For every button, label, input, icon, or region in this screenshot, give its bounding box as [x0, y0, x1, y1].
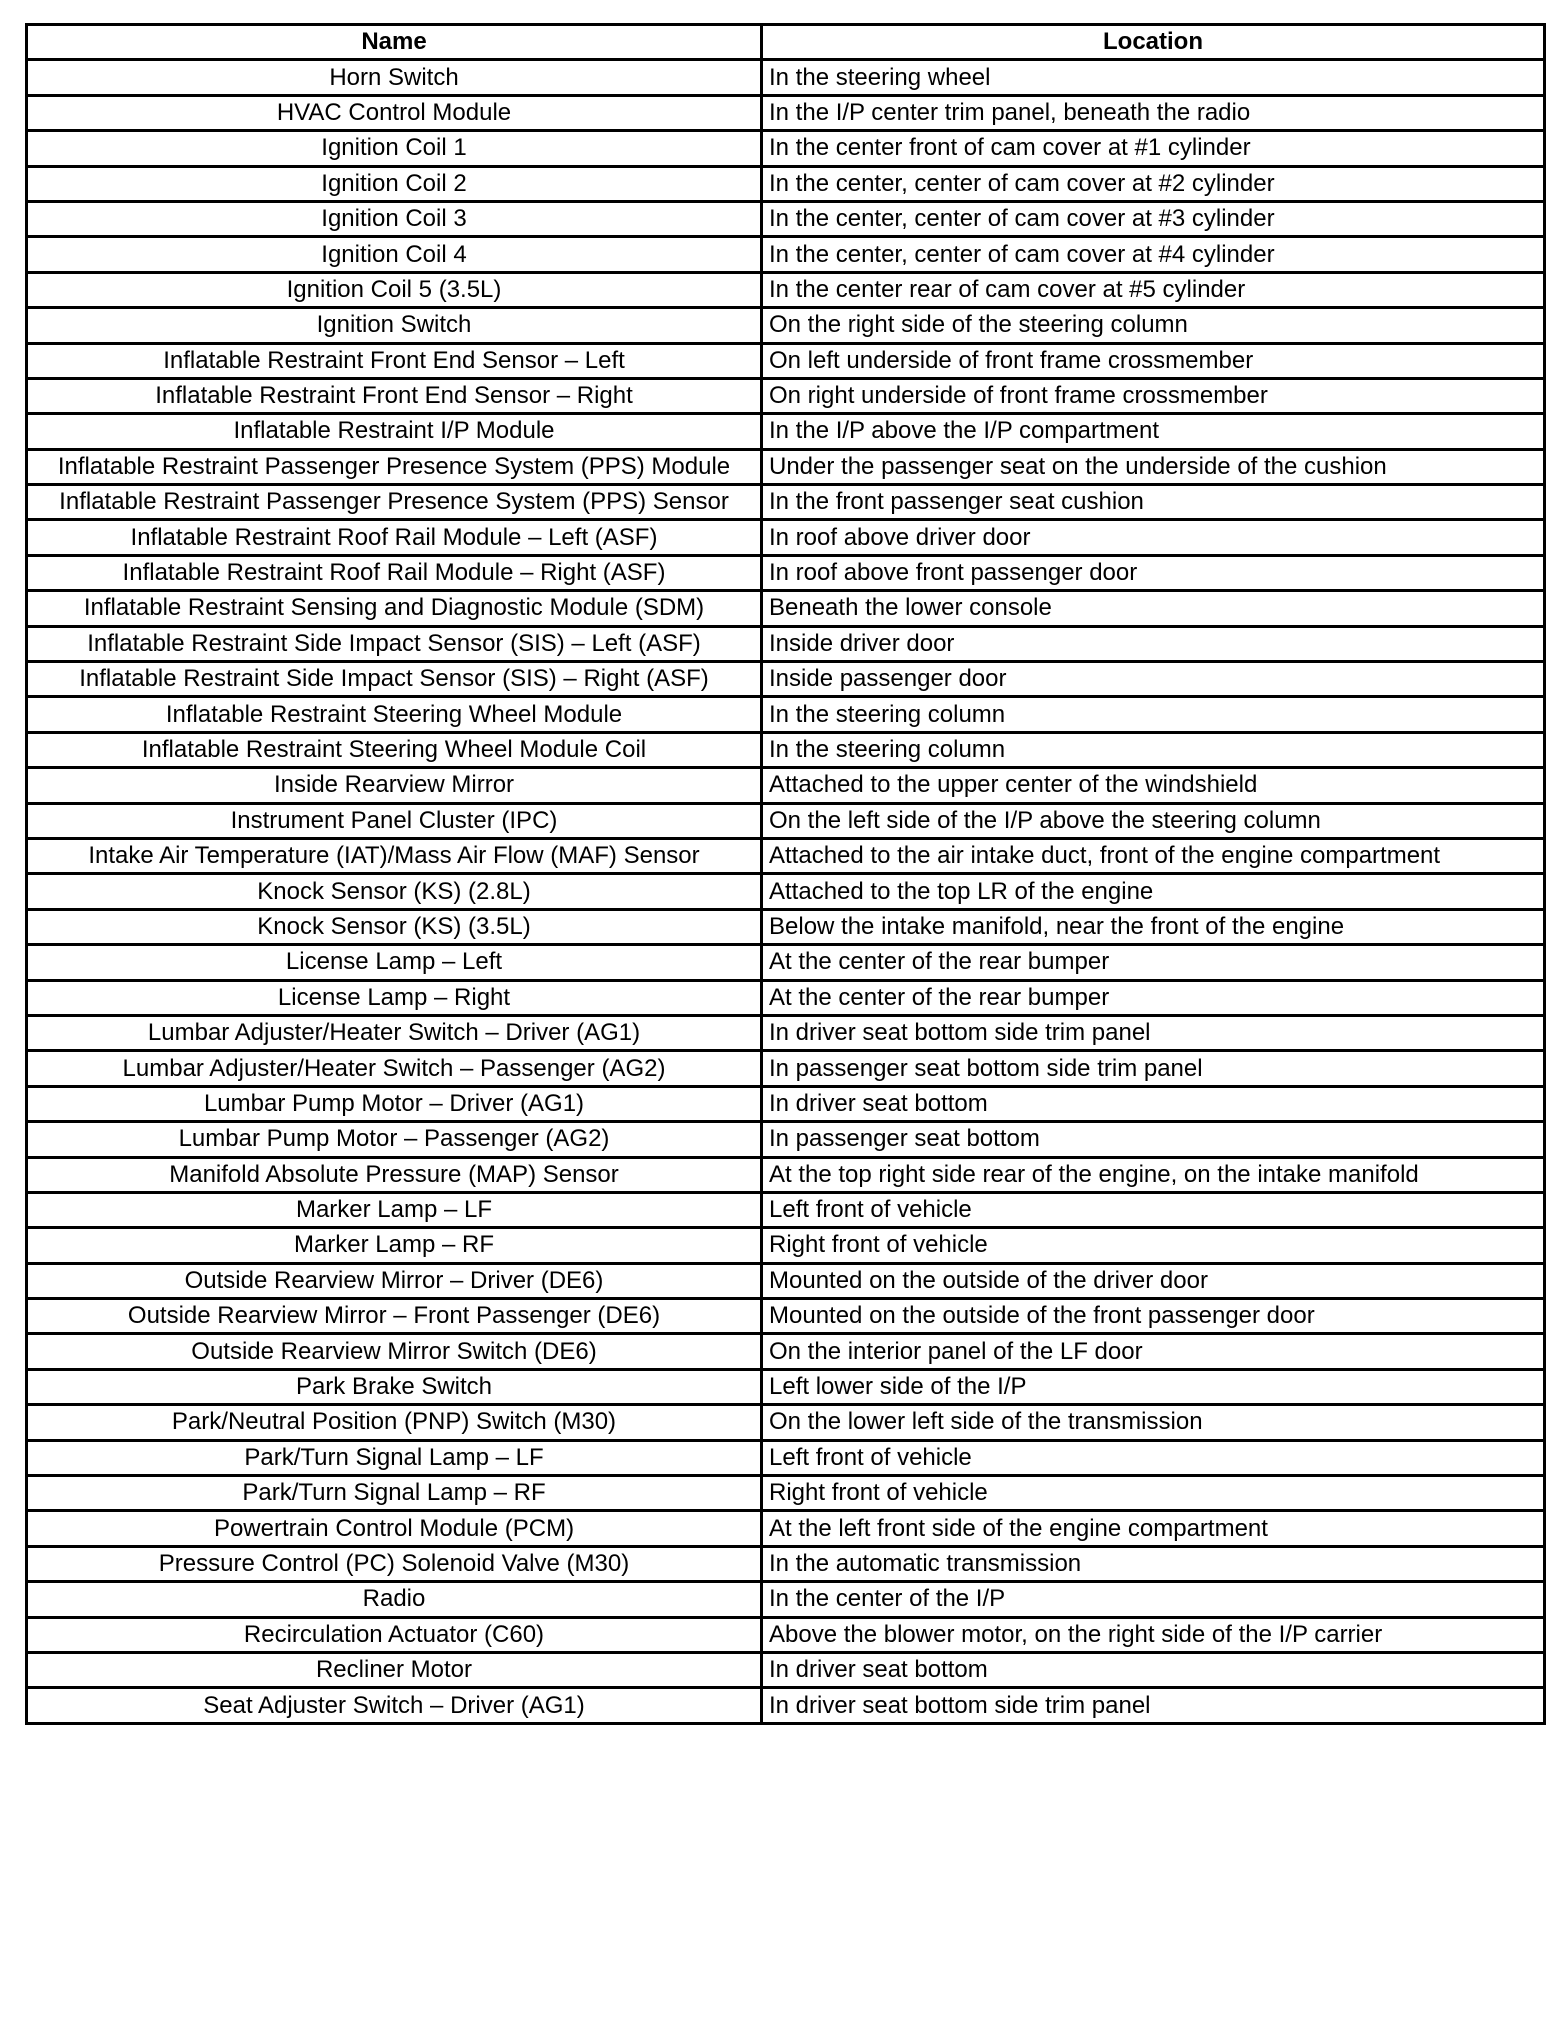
component-location-cell: In roof above front passenger door — [762, 555, 1545, 590]
table-row — [27, 591, 1545, 626]
table-row — [27, 1476, 1545, 1511]
table-row — [27, 378, 1545, 413]
component-name-cell: Intake Air Temperature (IAT)/Mass Air Flow (MAF) Sensor — [27, 838, 762, 873]
component-name-cell: Lumbar Pump Motor – Driver (AG1) — [27, 1086, 762, 1121]
component-name-cell: Marker Lamp – LF — [27, 1192, 762, 1227]
component-location-cell: In the center, center of cam cover at #2 cylinder — [762, 166, 1545, 201]
component-location-cell: In the center, center of cam cover at #4 cylinder — [762, 237, 1545, 272]
component-location-cell: Mounted on the outside of the front passenger door — [762, 1299, 1545, 1334]
component-location-cell: In the steering wheel — [762, 60, 1545, 95]
component-name-cell: Outside Rearview Mirror Switch (DE6) — [27, 1334, 762, 1369]
component-location-cell: Right front of vehicle — [762, 1228, 1545, 1263]
component-name-cell: Ignition Coil 5 (3.5L) — [27, 272, 762, 307]
component-name-cell: Park/Neutral Position (PNP) Switch (M30) — [27, 1405, 762, 1440]
component-location-cell: In the steering column — [762, 732, 1545, 767]
component-location-cell: Under the passenger seat on the underside of the cushion — [762, 449, 1545, 484]
table-row — [27, 1440, 1545, 1475]
component-location-cell: Above the blower motor, on the right side of the I/P carrier — [762, 1617, 1545, 1652]
table-row — [27, 1511, 1545, 1546]
component-location-cell: On left underside of front frame crossmember — [762, 343, 1545, 378]
component-location-cell: Mounted on the outside of the driver door — [762, 1263, 1545, 1298]
table-row — [27, 803, 1545, 838]
component-name-cell: Powertrain Control Module (PCM) — [27, 1511, 762, 1546]
component-location-cell: In driver seat bottom side trim panel — [762, 1015, 1545, 1050]
table-row — [27, 95, 1545, 130]
table-row — [27, 874, 1545, 909]
table-row — [27, 1015, 1545, 1050]
component-location-cell: In the center, center of cam cover at #3 cylinder — [762, 201, 1545, 236]
table-row — [27, 131, 1545, 166]
table-body — [27, 60, 1545, 1723]
table-row — [27, 1086, 1545, 1121]
table-row — [27, 1369, 1545, 1404]
table-row — [27, 1192, 1545, 1227]
component-name-cell: Inflatable Restraint Side Impact Sensor (SIS) – Right (ASF) — [27, 662, 762, 697]
table-row — [27, 520, 1545, 555]
component-location-table — [25, 23, 1546, 1725]
component-name-cell: Seat Adjuster Switch – Driver (AG1) — [27, 1688, 762, 1723]
component-name-cell: Outside Rearview Mirror – Front Passenger (DE6) — [27, 1299, 762, 1334]
component-location-cell: Inside passenger door — [762, 662, 1545, 697]
table-row — [27, 626, 1545, 661]
table-row — [27, 414, 1545, 449]
table-row — [27, 449, 1545, 484]
table-row — [27, 308, 1545, 343]
component-location-cell: In the automatic transmission — [762, 1546, 1545, 1581]
table-row — [27, 485, 1545, 520]
table-row — [27, 1228, 1545, 1263]
component-location-cell: Attached to the upper center of the windshield — [762, 768, 1545, 803]
table-row — [27, 945, 1545, 980]
component-location-cell: In passenger seat bottom side trim panel — [762, 1051, 1545, 1086]
component-location-cell: At the center of the rear bumper — [762, 945, 1545, 980]
component-name-cell: Horn Switch — [27, 60, 762, 95]
component-name-cell: Inflatable Restraint Roof Rail Module – Left (ASF) — [27, 520, 762, 555]
table-row — [27, 60, 1545, 95]
table-row — [27, 732, 1545, 767]
component-location-cell: Left lower side of the I/P — [762, 1369, 1545, 1404]
component-location-cell: In the center of the I/P — [762, 1582, 1545, 1617]
component-location-cell: At the left front side of the engine compartment — [762, 1511, 1545, 1546]
component-name-cell: Ignition Switch — [27, 308, 762, 343]
table-row — [27, 909, 1545, 944]
component-name-cell: Inflatable Restraint I/P Module — [27, 414, 762, 449]
table-row — [27, 662, 1545, 697]
component-name-cell: Inflatable Restraint Front End Sensor – Right — [27, 378, 762, 413]
component-location-cell: On the lower left side of the transmission — [762, 1405, 1545, 1440]
name-column-header: Name — [27, 25, 762, 60]
component-name-cell: Ignition Coil 3 — [27, 201, 762, 236]
component-name-cell: Ignition Coil 4 — [27, 237, 762, 272]
component-location-cell: In roof above driver door — [762, 520, 1545, 555]
table-row — [27, 980, 1545, 1015]
component-location-cell: On the right side of the steering column — [762, 308, 1545, 343]
component-name-cell: Recirculation Actuator (C60) — [27, 1617, 762, 1652]
component-name-cell: Lumbar Adjuster/Heater Switch – Driver (AG1) — [27, 1015, 762, 1050]
location-column-header: Location — [762, 25, 1545, 60]
table-row — [27, 1546, 1545, 1581]
component-location-cell: On the left side of the I/P above the steering column — [762, 803, 1545, 838]
component-name-cell: Manifold Absolute Pressure (MAP) Sensor — [27, 1157, 762, 1192]
component-name-cell: License Lamp – Right — [27, 980, 762, 1015]
table-row — [27, 768, 1545, 803]
component-location-cell: In the center rear of cam cover at #5 cylinder — [762, 272, 1545, 307]
table-row — [27, 1688, 1545, 1723]
component-name-cell: Radio — [27, 1582, 762, 1617]
component-location-cell: Left front of vehicle — [762, 1192, 1545, 1227]
table-row — [27, 697, 1545, 732]
component-location-cell: In the front passenger seat cushion — [762, 485, 1545, 520]
component-name-cell: Park Brake Switch — [27, 1369, 762, 1404]
component-location-cell: Left front of vehicle — [762, 1440, 1545, 1475]
component-name-cell: Outside Rearview Mirror – Driver (DE6) — [27, 1263, 762, 1298]
table-row — [27, 1617, 1545, 1652]
table-header — [27, 25, 1545, 60]
component-name-cell: Inflatable Restraint Passenger Presence System (PPS) Module — [27, 449, 762, 484]
component-name-cell: Ignition Coil 1 — [27, 131, 762, 166]
component-location-cell: On right underside of front frame crossmember — [762, 378, 1545, 413]
component-name-cell: Recliner Motor — [27, 1652, 762, 1687]
table-row — [27, 555, 1545, 590]
component-name-cell: Park/Turn Signal Lamp – LF — [27, 1440, 762, 1475]
table-row — [27, 272, 1545, 307]
component-location-cell: Right front of vehicle — [762, 1476, 1545, 1511]
component-name-cell: Inflatable Restraint Side Impact Sensor (SIS) – Left (ASF) — [27, 626, 762, 661]
table-row — [27, 838, 1545, 873]
component-location-cell: In driver seat bottom side trim panel — [762, 1688, 1545, 1723]
component-location-cell: In the I/P center trim panel, beneath the radio — [762, 95, 1545, 130]
component-location-cell: Inside driver door — [762, 626, 1545, 661]
component-location-cell: Beneath the lower console — [762, 591, 1545, 626]
table-row — [27, 1582, 1545, 1617]
table-row — [27, 1157, 1545, 1192]
component-name-cell: Lumbar Pump Motor – Passenger (AG2) — [27, 1122, 762, 1157]
component-location-cell: Attached to the top LR of the engine — [762, 874, 1545, 909]
table-row — [27, 1652, 1545, 1687]
component-name-cell: Ignition Coil 2 — [27, 166, 762, 201]
component-location-cell: In the steering column — [762, 697, 1545, 732]
table-row — [27, 1122, 1545, 1157]
table-row — [27, 1334, 1545, 1369]
table-row — [27, 166, 1545, 201]
component-name-cell: Inflatable Restraint Passenger Presence System (PPS) Sensor — [27, 485, 762, 520]
component-name-cell: Instrument Panel Cluster (IPC) — [27, 803, 762, 838]
component-name-cell: Inflatable Restraint Front End Sensor – Left — [27, 343, 762, 378]
component-location-cell: In the I/P above the I/P compartment — [762, 414, 1545, 449]
table-row — [27, 201, 1545, 236]
component-name-cell: Knock Sensor (KS) (2.8L) — [27, 874, 762, 909]
component-location-cell: Attached to the air intake duct, front of the engine compartment — [762, 838, 1545, 873]
component-name-cell: Knock Sensor (KS) (3.5L) — [27, 909, 762, 944]
component-location-cell: In driver seat bottom — [762, 1086, 1545, 1121]
table-row — [27, 237, 1545, 272]
table-row — [27, 1405, 1545, 1440]
component-name-cell: Park/Turn Signal Lamp – RF — [27, 1476, 762, 1511]
component-name-cell: Inside Rearview Mirror — [27, 768, 762, 803]
header-row — [27, 25, 1545, 60]
component-location-cell: On the interior panel of the LF door — [762, 1334, 1545, 1369]
component-location-cell: Below the intake manifold, near the front of the engine — [762, 909, 1545, 944]
component-name-cell: Inflatable Restraint Steering Wheel Module Coil — [27, 732, 762, 767]
component-name-cell: Inflatable Restraint Roof Rail Module – Right (ASF) — [27, 555, 762, 590]
component-name-cell: Inflatable Restraint Sensing and Diagnostic Module (SDM) — [27, 591, 762, 626]
table-row — [27, 1263, 1545, 1298]
component-name-cell: Marker Lamp – RF — [27, 1228, 762, 1263]
component-location-cell: At the top right side rear of the engine, on the intake manifold — [762, 1157, 1545, 1192]
component-location-cell: In driver seat bottom — [762, 1652, 1545, 1687]
table-row — [27, 1051, 1545, 1086]
component-name-cell: HVAC Control Module — [27, 95, 762, 130]
component-location-cell: At the center of the rear bumper — [762, 980, 1545, 1015]
table-row — [27, 1299, 1545, 1334]
component-name-cell: Pressure Control (PC) Solenoid Valve (M30) — [27, 1546, 762, 1581]
component-location-cell: In passenger seat bottom — [762, 1122, 1545, 1157]
component-name-cell: License Lamp – Left — [27, 945, 762, 980]
component-name-cell: Lumbar Adjuster/Heater Switch – Passenger (AG2) — [27, 1051, 762, 1086]
table-row — [27, 343, 1545, 378]
component-name-cell: Inflatable Restraint Steering Wheel Module — [27, 697, 762, 732]
component-location-cell: In the center front of cam cover at #1 cylinder — [762, 131, 1545, 166]
